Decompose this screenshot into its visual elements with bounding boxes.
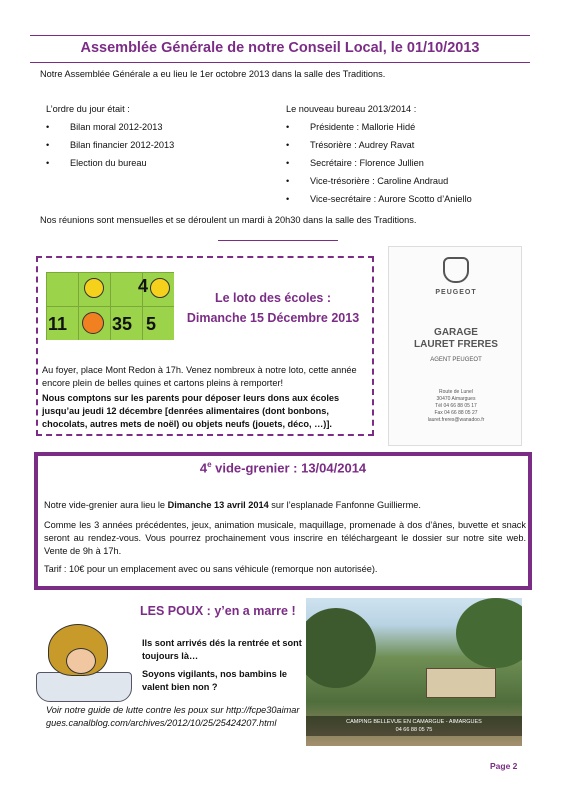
vide-grenier-p1: [44, 500, 526, 510]
bureau-title: Le nouveau bureau 2013/2014 :: [286, 104, 417, 114]
ag-intro: Notre Assemblée Générale a eu lieu le 1er octobre 2013 dans la salle des Traditions.: [40, 69, 386, 79]
bungalow-shape: [426, 668, 496, 698]
page-number: Page 2: [490, 761, 518, 771]
caption-line2: 04 66 88 05 75: [395, 727, 433, 733]
list-item: • Présidente : Mallorie Hidé: [286, 118, 526, 136]
agenda-title: L’ordre du jour était :: [46, 104, 130, 114]
vide-grenier-p3: Tarif : 10€ pour un emplacement avec ou sans véhicule (remorque non autorisée).: [44, 564, 378, 574]
list-item: • Election du bureau: [46, 154, 266, 172]
bureau-list: [286, 118, 526, 208]
address-line: Fax 04 66 88 05 27: [434, 410, 478, 416]
address-line: lauret.freres@wanadoo.fr: [427, 417, 485, 423]
address-line: Tél 04 66 88 05 17: [435, 403, 477, 409]
loto-number: 5: [146, 314, 157, 334]
loto-title-line2: Dimanche 15 Décembre 2013: [186, 311, 360, 325]
brand-name: PEUGEOT: [435, 289, 477, 296]
garage-name-line2: LAURET FRERES: [414, 339, 498, 350]
loto-card-image: [46, 272, 174, 340]
poux-p1: Ils sont arrivés dés la rentrée et sont toujours là…: [142, 638, 302, 661]
loto-number: 11: [48, 314, 68, 334]
loto-number: 35: [112, 314, 133, 334]
tree-shape: [306, 608, 376, 688]
poux-illustration: [32, 622, 136, 712]
p1-text: Notre vide-grenier aura lieu le: [44, 500, 168, 510]
tree-shape: [456, 598, 522, 668]
loto-para1: Au foyer, place Mont Redon à 17h. Venez nombreux à notre loto, cette année encore plein de belles quines et cartons pleins à remporter!: [42, 365, 357, 388]
garage-address: [389, 389, 523, 424]
address-line: 30470 Aimargues: [436, 396, 476, 402]
vide-grenier-p2: Comme les 3 années précédentes, jeux, animation musicale, maquillage, promenade à dos d’ânes, buvette et snack seront au rendez-vous. Vous pourrez prochainement vous inscrire en téléchargeant le dossier sur notre site web. Vente de 9h à 17h.: [44, 520, 526, 556]
agenda-block: [46, 104, 266, 172]
address-line: Route de Lunel: [439, 389, 473, 395]
agent-label: AGENT PEUGEOT: [430, 357, 482, 363]
peugeot-lion-icon: [443, 257, 469, 283]
loto-box: [36, 256, 374, 436]
smiley-icon: [84, 278, 104, 298]
top-rule: [30, 35, 530, 36]
caption-line1: CAMPING BELLEVUE EN CAMARGUE - AIMARGUES: [346, 719, 482, 725]
poux-guide: Voir notre guide de lutte contre les poux sur http://fcpe30aimargues.canalblog.com/archives/2012/10/25/25424207.html: [46, 705, 300, 728]
p1-text: sur l’esplanade Fanfonne Guillierme.: [268, 500, 421, 510]
list-item: • Vice-secrétaire : Aurore Scotto d’Aniello: [286, 190, 526, 208]
list-item: • Bilan financier 2012-2013: [46, 136, 266, 154]
vide-grenier-title: [38, 460, 528, 475]
poux-p2: Soyons vigilants, nos bambins le valent bien non ?: [142, 669, 287, 692]
face-shape: [66, 648, 96, 674]
loto-para2: Nous comptons sur les parents pour déposer leurs dons aux écoles jusqu’au jeudi 12 décembre [denrées alimentaires (dont bonbons, chocolats, autres mets de noël) ou objets neufs (jouets, déco, …)].: [42, 393, 340, 429]
smiley-icon: [82, 312, 104, 334]
list-item: • Secrétaire : Florence Jullien: [286, 154, 526, 172]
agenda-list: [46, 118, 266, 172]
poux-title: LES POUX : y’en a marre !: [140, 604, 296, 618]
loto-number: 4: [138, 276, 149, 296]
loto-title-line1: Le loto des écoles :: [214, 291, 331, 305]
poux-text: [142, 637, 302, 694]
loto-title: [178, 288, 368, 328]
title-underline: [30, 62, 530, 63]
smiley-icon: [150, 278, 170, 298]
list-item: • Bilan moral 2012-2013: [46, 118, 266, 136]
garage-ad: [388, 246, 522, 446]
p1-date: Dimanche 13 avril 2014: [167, 500, 269, 510]
list-item: • Vice-trésorière : Caroline Andraud: [286, 172, 526, 190]
title-number: 4: [199, 460, 208, 476]
camping-photo: [306, 598, 522, 746]
photo-caption: [306, 716, 522, 736]
vide-grenier-box: [34, 452, 532, 590]
title-rest: vide-grenier : 13/04/2014: [211, 460, 367, 476]
garage-name-line1: GARAGE: [434, 327, 478, 338]
ag-title: Assemblée Générale de notre Conseil Local, le 01/10/2013: [80, 40, 480, 56]
ag-meetings: Nos réunions sont mensuelles et se déroulent un mardi à 20h30 dans la salle des Traditions.: [40, 215, 417, 225]
list-item: • Trésorière : Audrey Ravat: [286, 136, 526, 154]
section-divider: [218, 240, 338, 241]
bureau-block: [286, 104, 526, 208]
bathtub-shape: [36, 672, 132, 702]
title-sup: e: [207, 460, 212, 469]
